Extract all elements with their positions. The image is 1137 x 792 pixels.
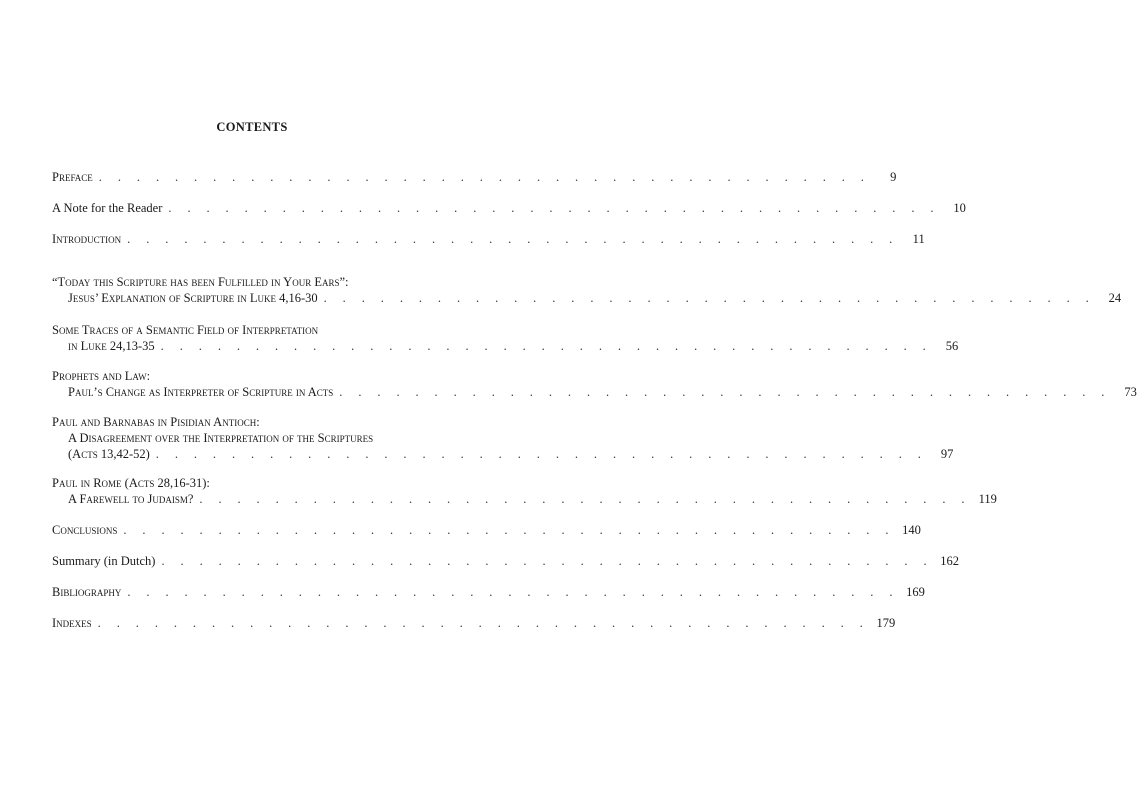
toc-entry-preface[interactable] — [52, 169, 897, 185]
page-number: 24 — [1108, 291, 1122, 305]
toc-entry-semantic-field[interactable] — [52, 322, 959, 354]
toc-entry-title: A Note for the Reader — [52, 201, 163, 215]
toc-entry-title: Bibliography — [52, 585, 122, 599]
page-number: 73 — [1124, 385, 1137, 399]
dot-leader: . . . . . . . . . . . . . . . . . . . . . . . . . . . . . . . . . . . . . . . . . — [155, 447, 928, 461]
dot-leader: . . . . . . . . . . . . . . . . . . . . . . . . . . . . . . . . . . . . . . . . . — [161, 554, 933, 568]
dot-leader: . . . . . . . . . . . . . . . . . . . . . . . . . . . . . . . . . . . . . . . . . — [339, 385, 1111, 399]
toc-entry-conclusions[interactable] — [52, 522, 921, 538]
toc-entry-title: Paul and Barnabas in Pisidian Antioch: — [52, 415, 260, 429]
dot-leader: . . . . . . . . . . . . . . . . . . . . . . . . . . . . . . . . . . . . . . . . . — [97, 616, 870, 630]
page-number: 162 — [940, 554, 959, 568]
page-number: 56 — [945, 339, 959, 353]
toc-entry-title: Indexes — [52, 616, 92, 630]
toc-entry-summary[interactable] — [52, 553, 959, 569]
toc-entry-subtitle: A Farewell to Judaism? — [68, 492, 194, 506]
dot-leader: . . . . . . . . . . . . . . . . . . . . . . . . . . . . . . . . . . . . . . . . . — [98, 170, 871, 184]
page-number: 11 — [912, 232, 925, 246]
dot-leader: . . . . . . . . . . . . . . . . . . . . . . . . . . . . . . . . . . . . . . . . . — [127, 585, 899, 599]
toc-entry-subtitle: Jesus’ Explanation of Scripture in Luke 4,16-30 — [68, 291, 318, 305]
page-number: 97 — [940, 447, 954, 461]
dot-leader: . . . . . . . . . . . . . . . . . . . . . . . . . . . . . . . . . . . . . . . . . — [160, 339, 933, 353]
dot-leader: . . . . . . . . . . . . . . . . . . . . . . . . . . . . . . . . . . . . . . . . . — [127, 232, 899, 246]
page-number: 169 — [906, 585, 925, 599]
toc-entry-title: “Today this Scripture has been Fulfilled in Your Ears”: — [52, 275, 349, 289]
dot-leader: . . . . . . . . . . . . . . . . . . . . . . . . . . . . . . . . . . . . . . . . . — [168, 201, 940, 215]
toc-entry-indexes[interactable] — [52, 615, 896, 631]
toc-entry-subtitle: A Disagreement over the Interpretation of the Scriptures — [68, 431, 374, 445]
dot-leader: . . . . . . . . . . . . . . . . . . . . . . . . . . . . . . . . . . . . . . . . . — [123, 523, 895, 537]
toc-entry-prophets-and-law[interactable] — [52, 368, 1137, 400]
toc-entry-bibliography[interactable] — [52, 584, 925, 600]
toc-entry-introduction[interactable] — [52, 231, 925, 247]
toc-entry-note-for-reader[interactable] — [52, 200, 966, 216]
toc-entry-title: Summary (in Dutch) — [52, 554, 156, 568]
toc-entry-paul-in-rome[interactable] — [52, 475, 997, 507]
toc-entry-pisidian-antioch[interactable] — [52, 414, 954, 462]
toc-entry-title: Some Traces of a Semantic Field of Interpretation — [52, 323, 319, 337]
toc-entry-title: Paul in Rome (Acts 28,16-31): — [52, 476, 210, 490]
toc-entry-title: Introduction — [52, 232, 122, 246]
dot-leader: . . . . . . . . . . . . . . . . . . . . . . . . . . . . . . . . . . . . . . . . . — [323, 291, 1096, 305]
page-number: 140 — [902, 523, 921, 537]
toc-entry-subtitle: in Luke 24,13-35 — [68, 339, 155, 353]
toc-entry-subtitle: (Acts 13,42-52) — [68, 447, 150, 461]
toc-entry-title: Conclusions — [52, 523, 118, 537]
toc-entry-title: Prophets and Law: — [52, 369, 151, 383]
page-number: 179 — [876, 616, 896, 630]
toc-entry-today-this-scripture[interactable] — [52, 274, 1122, 306]
toc-entry-title: Preface — [52, 170, 93, 184]
page-number: 9 — [890, 170, 897, 184]
page-number: 10 — [953, 201, 966, 215]
dot-leader: . . . . . . . . . . . . . . . . . . . . . . . . . . . . . . . . . . . . . . . . . — [199, 492, 971, 506]
page-title: CONTENTS — [216, 120, 288, 134]
page-number: 119 — [978, 492, 997, 506]
toc-entry-subtitle: Paul’s Change as Interpreter of Scripture in Acts — [68, 385, 334, 399]
